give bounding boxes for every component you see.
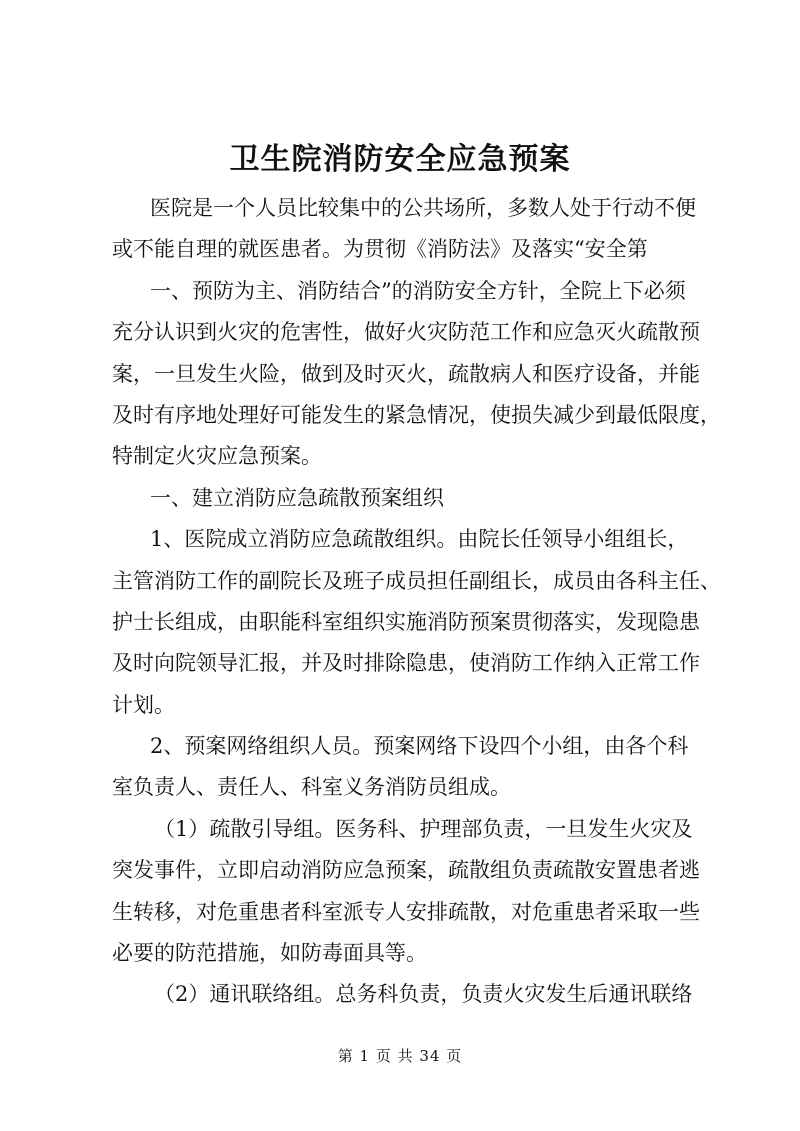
- text-line: 生转移，对危重患者科室派专人安排疏散，对危重患者采取一些: [112, 899, 700, 924]
- page-number: 第 1 页 共 34 页: [337, 1047, 463, 1065]
- section-heading: 一、建立消防应急疏散预案组织: [150, 485, 444, 510]
- text-line: 特制定火灾应急预案。: [112, 444, 322, 469]
- text-line: 必要的防范措施，如防毒面具等。: [112, 941, 427, 966]
- document-title: 卫生院消防安全应急预案: [229, 142, 571, 177]
- text-line: 室负责人、责任人、科室义务消防员组成。: [112, 775, 511, 800]
- text-line: 1、医院成立消防应急疏散组织。由院长任领导小组组长，: [150, 527, 689, 552]
- text-line: 一、预防为主、消防结合”的消防安全方针，全院上下必须: [150, 278, 686, 303]
- text-line: 或不能自理的就医患者。为贯彻《消防法》及落实“安全第: [112, 237, 648, 262]
- text-line: 及时向院领导汇报，并及时排除隐患，使消防工作纳入正常工作: [112, 651, 700, 676]
- text-line: 护士长组成，由职能科室组织实施消防预案贯彻落实，发现隐患: [112, 609, 700, 634]
- text-line: 主管消防工作的副院长及班子成员担任副组长，成员由各科主任、: [112, 568, 721, 593]
- text-line: 及时有序地处理好可能发生的紧急情况，使损失减少到最低限度，: [112, 402, 721, 427]
- text-line: 计划。: [112, 692, 175, 717]
- document-body: [112, 188, 721, 1016]
- text-line: 2、预案网络组织人员。预案网络下设四个小组，由各个科: [150, 734, 689, 759]
- text-line: （1）疏散引导组。医务科、护理部负责，一旦发生火灾及: [154, 816, 693, 841]
- text-line: 医院是一个人员比较集中的公共场所，多数人处于行动不便: [150, 196, 696, 220]
- text-line: （2）通讯联络组。总务科负责，负责火灾发生后通讯联络: [154, 982, 693, 1007]
- text-line: 案，一旦发生火险，做到及时灭火，疏散病人和医疗设备，并能: [112, 361, 700, 386]
- text-line: 充分认识到火灾的危害性，做好火灾防范工作和应急灭火疏散预: [112, 320, 700, 345]
- text-line: 突发事件，立即启动消防应急预案，疏散组负责疏散安置患者逃: [112, 858, 700, 883]
